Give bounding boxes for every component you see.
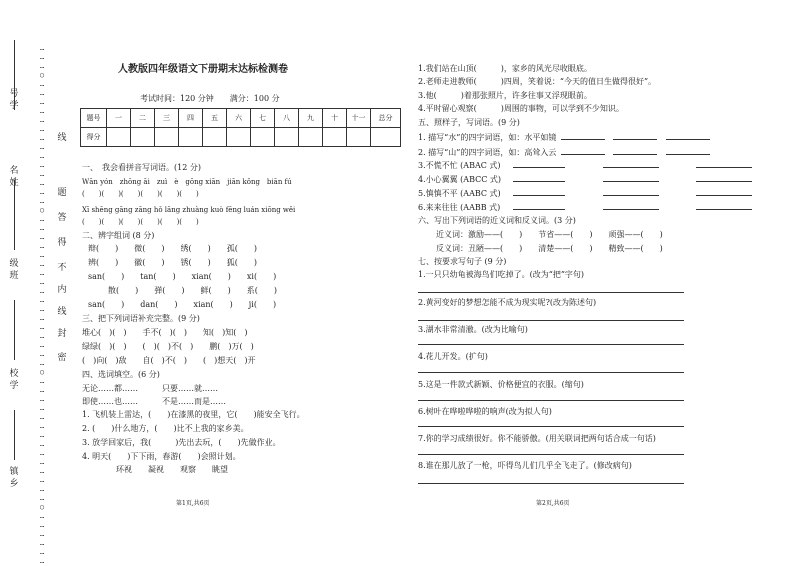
compare-row-3[interactable]: san( ) tan( ) xian( ) xi( ): [88, 272, 277, 281]
answer-blank[interactable]: [513, 188, 565, 196]
section-7-title: 七、按要求写句子 (9 分): [418, 257, 507, 266]
sentence-question-4: 4.花儿开发。(扩句): [418, 352, 488, 361]
fill-question-4[interactable]: 4. 明天( )下下雨，春游( )会照计划。: [82, 452, 241, 461]
score-cell[interactable]: [203, 128, 227, 147]
score-cell[interactable]: [131, 128, 155, 147]
binding-line: [14, 300, 15, 360]
answer-line[interactable]: [418, 483, 684, 484]
p2-question-4[interactable]: 4.平时留心观察( )周围的事物，可以学到不少知识。: [418, 104, 624, 113]
section-1-title: 一、 我会看拼音写词语。(12 分): [82, 163, 201, 172]
answer-blank[interactable]: [513, 174, 565, 182]
binding-line: [14, 410, 15, 460]
pattern-prompt: 6.来来往往 (AABB 式): [418, 203, 501, 212]
answer-blank[interactable]: [613, 147, 657, 155]
pinyin-row-1: Wān yón zhōng āi zuì è gōng xiān jiān kǒng biān fú: [82, 178, 292, 186]
pattern-prompt: 2. 描写“山”的四字词语，如：高耸入云: [418, 148, 557, 157]
word-options: 环视 凝视 观察 眺望: [116, 465, 228, 474]
score-cell[interactable]: [275, 128, 299, 147]
pattern-prompt: 1. 描写“水”的四字词语，如：水平如镜: [418, 133, 557, 142]
answer-blank[interactable]: [603, 160, 659, 168]
answer-blank[interactable]: [696, 188, 752, 196]
page-1-footer: 第1页,共6页: [176, 500, 210, 507]
pinyin-row-2: Xī shēng gāng zāng hǒ lāng zhuàng kuò fēng luán xiōng wěi: [82, 206, 296, 214]
pattern-prompt: 4.小心翼翼 (ABCC 式): [418, 175, 502, 184]
exam-title: 人教版四年级语文下册期末达标检测卷: [118, 64, 288, 75]
compare-row-1[interactable]: 辩( ) 微( ) 绣( ) 孤( ): [88, 244, 257, 253]
answer-blank[interactable]: [666, 147, 710, 155]
score-table: [80, 108, 401, 147]
sentence-question-3: 3.湖水非常清澈。(改为比喻句): [418, 325, 528, 334]
town-label: 镇乡: [9, 467, 19, 489]
fill-question-2[interactable]: 2. ( )什么地方，( )比不上我的家乡美。: [82, 424, 249, 433]
answer-blank[interactable]: [603, 202, 659, 210]
score-cell[interactable]: [299, 128, 323, 147]
page-2-footer: 第2页,共6页: [536, 500, 570, 507]
seal-char: 线: [57, 307, 67, 317]
score-header: 七: [251, 109, 275, 128]
section-3-title: 三、把下列词语补充完整。(9 分): [82, 314, 200, 323]
class-label: 级班: [9, 259, 19, 281]
seal-char: 题: [57, 188, 67, 198]
score-header: 九: [299, 109, 323, 128]
answer-blank[interactable]: [561, 147, 605, 155]
score-cell[interactable]: [107, 128, 131, 147]
binding-line: [14, 180, 15, 250]
score-cell[interactable]: [155, 128, 179, 147]
answer-blank[interactable]: [561, 132, 605, 140]
pattern-row-6[interactable]: [418, 202, 752, 213]
pattern-row-3[interactable]: [418, 160, 752, 171]
school-label: 校学: [9, 369, 19, 391]
binding-dots: … … … ○ … … … … … … … … … … … … … … ○ … … … … … … … … … … … … … … … … … ○ … … … … … … … … … … … … … … ○ … … … … … …: [40, 44, 45, 565]
score-header: 五: [203, 109, 227, 128]
score-header: 四: [179, 109, 203, 128]
answer-blank[interactable]: [513, 202, 565, 210]
score-header: 八: [275, 109, 299, 128]
answer-blank[interactable]: [696, 202, 752, 210]
pattern-row-2[interactable]: [418, 147, 710, 158]
answer-blank[interactable]: [696, 174, 752, 182]
score-cell[interactable]: [323, 128, 347, 147]
compare-row-4[interactable]: 散( ) 弹( ) 鲜( ) 系( ): [108, 286, 277, 295]
answer-line[interactable]: [418, 400, 684, 401]
sentence-question-2: 2.黄河变好的梦想怎能不成为现实呢?(改为陈述句): [418, 298, 597, 307]
p2-question-1[interactable]: 1.我们站在山顶( )，家乡的风光尽收眼底。: [418, 64, 592, 73]
score-header: 题号: [81, 109, 107, 128]
compare-row-5[interactable]: san( ) dan( ) xian( ) ji( ): [88, 300, 277, 309]
sentence-question-5: 5.这是一件款式新颖、价格便宜的衣服。(缩句): [418, 380, 584, 389]
conjunction-options-1: 无论……都…… 只要……就……: [82, 384, 218, 393]
answer-line[interactable]: [418, 320, 684, 321]
exam-info: 考试时间：120 分钟 满分：100 分: [140, 94, 280, 103]
score-cell[interactable]: [347, 128, 371, 147]
p2-question-3[interactable]: 3.他( )着那张照片，许多往事又浮现眼前。: [418, 91, 592, 100]
seal-char: 答: [57, 213, 67, 223]
section-4-title: 四、选词填空。(6 分): [82, 370, 160, 379]
student-name-label: 名姓: [9, 166, 19, 188]
answer-blank[interactable]: [513, 160, 565, 168]
compare-row-2[interactable]: 辨( ) 徽( ) 锈( ) 狐( ): [88, 258, 257, 267]
score-row-label: 得分: [81, 128, 107, 147]
fill-question-1[interactable]: 1. 飞机装上雷达，( )在漆黑的夜里，它( )能安全飞行。: [82, 410, 305, 419]
idiom-row-3[interactable]: ( )向( )敌 自( )不( ) ( )想天( )开: [82, 356, 256, 365]
seal-char: 密: [57, 353, 67, 363]
answer-blank[interactable]: [696, 160, 752, 168]
sentence-question-1: 1.一只只幼龟被海鸟们吃掉了。(改为“把”字句): [418, 270, 585, 279]
score-header: 六: [227, 109, 251, 128]
seal-char: 得: [57, 238, 67, 248]
score-header: 十: [323, 109, 347, 128]
p2-question-2[interactable]: 2.老师走进教师( )四周，笑着说：“今天的值日生做得很好”。: [418, 77, 657, 86]
synonym-row[interactable]: 近义词：激励——( ) 节省——( ) 顽强——( ): [436, 230, 663, 239]
answer-line[interactable]: [418, 344, 684, 345]
conjunction-options-2: 即使……也…… 不是……而是……: [82, 397, 226, 406]
score-header: 总分: [371, 109, 401, 128]
score-header: 一: [107, 109, 131, 128]
section-5-title: 五、照样子，写词语。(9 分): [418, 118, 520, 127]
score-cell[interactable]: [227, 128, 251, 147]
blank-row-2[interactable]: ( )( )( )( )( )( ): [82, 218, 199, 226]
score-cell[interactable]: [251, 128, 275, 147]
antonym-row[interactable]: 反义词：丑陋——( ) 清楚——( ) 精致——( ): [436, 244, 663, 253]
idiom-row-2[interactable]: 绿绿( )( ) ( )( )不( ) 鹏( )万( ): [82, 342, 254, 351]
answer-line[interactable]: [418, 292, 684, 293]
seal-char: 不: [57, 263, 67, 273]
pattern-prompt: 5.慎慎不平 (AABC 式): [418, 189, 501, 198]
blank-row-1[interactable]: ( )( )( )( )( )( ): [82, 190, 199, 198]
idiom-row-1[interactable]: 堆心( )( ) 手不( )( ) 知( )知( ): [82, 328, 248, 337]
score-cell[interactable]: [179, 128, 203, 147]
score-cell[interactable]: [371, 128, 401, 147]
sentence-question-6: 6.树叶在哗啦哗啦的响声(改为拟人句): [418, 407, 552, 416]
section-2-title: 二、辨字组词 (8 分): [82, 231, 155, 240]
answer-blank[interactable]: [603, 174, 659, 182]
answer-blank[interactable]: [666, 132, 710, 140]
answer-line[interactable]: [418, 454, 684, 455]
pattern-row-4[interactable]: [418, 174, 752, 185]
answer-line[interactable]: [418, 426, 684, 427]
student-number-label: 号学: [9, 89, 19, 111]
section-6-title: 六、写出下列词语的近义词和反义词。(3 分): [418, 216, 576, 225]
sentence-question-8: 8.谁在那儿放了一枪，吓得鸟儿们几乎全飞走了。(修改病句): [418, 461, 632, 470]
sentence-question-7: 7.你的学习成绩很好。你不能骄傲。(用关联词把两句话合成一句话): [418, 434, 656, 443]
pattern-row-1[interactable]: [418, 132, 710, 143]
answer-blank[interactable]: [603, 188, 659, 196]
answer-line[interactable]: [418, 372, 684, 373]
answer-blank[interactable]: [613, 132, 657, 140]
pattern-prompt: 3.不慌不忙 (ABAC 式): [418, 161, 501, 170]
seal-char: 线: [57, 133, 67, 143]
fill-question-3[interactable]: 3. 放学回家后，我( )先出去玩，( )先做作业。: [82, 438, 281, 447]
seal-char: 封: [57, 329, 67, 339]
seal-char: 内: [57, 285, 67, 295]
score-header: 十一: [347, 109, 371, 128]
score-header: 三: [155, 109, 179, 128]
score-header: 二: [131, 109, 155, 128]
pattern-row-5[interactable]: [418, 188, 752, 199]
